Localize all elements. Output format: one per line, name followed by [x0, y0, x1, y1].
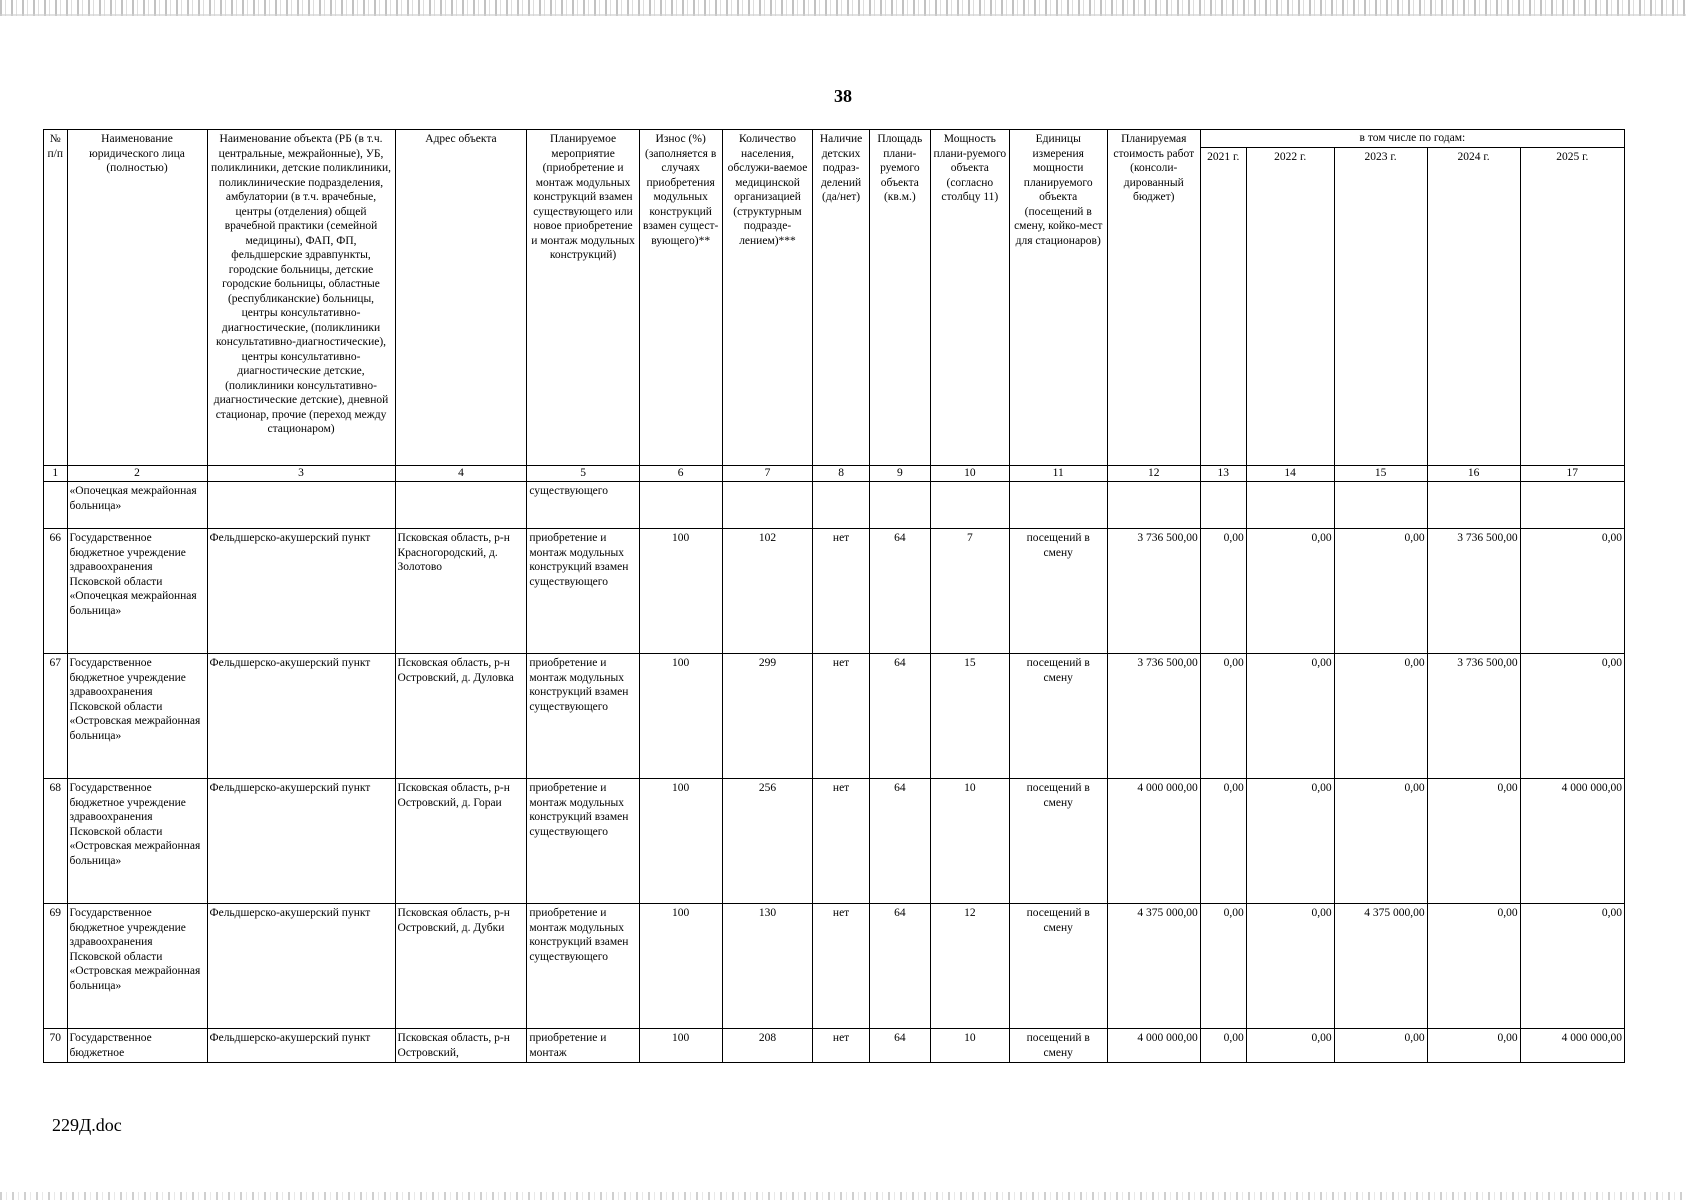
- cell-2024: 0,00: [1427, 779, 1520, 904]
- cell-2024: 3 736 500,00: [1427, 529, 1520, 654]
- header-years-group: в том числе по годам:: [1200, 130, 1624, 148]
- column-number: 7: [722, 466, 813, 482]
- cell-activity: приобретение и монтаж: [527, 1029, 639, 1063]
- column-number: 16: [1427, 466, 1520, 482]
- cell-empty: [1520, 482, 1624, 529]
- cell-wear: 100: [639, 1029, 722, 1063]
- cell-2024: 0,00: [1427, 904, 1520, 1029]
- table-row: [44, 654, 1625, 779]
- cell-cost: 4 000 000,00: [1107, 779, 1200, 904]
- cell-activity: приобретение и монтаж модульных конструкций взамен существующего: [527, 654, 639, 779]
- cell-empty: [869, 482, 930, 529]
- cell-empty: [813, 482, 869, 529]
- cell-children: нет: [813, 904, 869, 1029]
- header-cost: Планируемая стоимость работ (консоли-дированный бюджет): [1107, 130, 1200, 466]
- cell-2022: 0,00: [1246, 779, 1334, 904]
- cell-area: 64: [869, 779, 930, 904]
- table-row: [44, 529, 1625, 654]
- header-capacity: Мощность плани-руемого объекта (согласно столбцу 11): [930, 130, 1009, 466]
- cell-area: 64: [869, 904, 930, 1029]
- header-unit: Единицы измерения мощности планируемого объекта (посещений в смену, койко-мест для стационаров): [1009, 130, 1107, 466]
- column-number: 4: [395, 466, 527, 482]
- cell-2025: 4 000 000,00: [1520, 779, 1624, 904]
- cell-2024: 3 736 500,00: [1427, 654, 1520, 779]
- column-numbers-row: [44, 466, 1625, 482]
- cell-2023: 4 375 000,00: [1334, 904, 1427, 1029]
- cell-capacity: 7: [930, 529, 1009, 654]
- cell-empty: [1427, 482, 1520, 529]
- cell-wear: 100: [639, 529, 722, 654]
- column-number: 9: [869, 466, 930, 482]
- page-number: 38: [834, 86, 852, 106]
- cell-address: Псковская область, р-н Островский, д. Дубки: [395, 904, 527, 1029]
- cell-activity: приобретение и монтаж модульных конструкций взамен существующего: [527, 904, 639, 1029]
- cell-2021: 0,00: [1200, 1029, 1246, 1063]
- cell-org: Государственное бюджетное учреждение здравоохранения Псковской области «Островская межрайонная больница»: [67, 779, 207, 904]
- cell-num: 70: [44, 1029, 68, 1063]
- cell-activity: приобретение и монтаж модульных конструкций взамен существующего: [527, 529, 639, 654]
- cell-area: 64: [869, 1029, 930, 1063]
- column-number: 12: [1107, 466, 1200, 482]
- column-number: 2: [67, 466, 207, 482]
- column-number: 13: [1200, 466, 1246, 482]
- header-org: Наименование юридического лица (полностью): [67, 130, 207, 466]
- header-year-2021: 2021 г.: [1200, 148, 1246, 466]
- cell-2022: 0,00: [1246, 1029, 1334, 1063]
- cell-area: 64: [869, 654, 930, 779]
- cell-2025: 0,00: [1520, 654, 1624, 779]
- cell-2022: 0,00: [1246, 529, 1334, 654]
- cell-address: Псковская область, р-н Островский, д. Дуловка: [395, 654, 527, 779]
- scan-noise-bottom: [0, 1192, 1686, 1200]
- header-year-2024: 2024 г.: [1427, 148, 1520, 466]
- cell-empty: [930, 482, 1009, 529]
- cell-address: Псковская область, р-н Островский,: [395, 1029, 527, 1063]
- cell-children: нет: [813, 779, 869, 904]
- header-object: Наименование объекта (РБ (в т.ч. центральные, межрайонные), УБ, поликлиники, детские поликлиники, поликлинические подразделения, амбулатории (в т.ч. врачебные, центры (отделения) общей врачебной практики (семейной медицины), ФАП, ФП, фельдшерские здравпункты, городские больницы, детские городские больницы, областные (республиканские) больницы, центры консультативно-диагностические, (поликлиники консультативно-диагностические), центры консультативно-диагностические детские, (поликлиники консультативно-диагностические детские), дневной стационар, прочие (переход между стационаром): [207, 130, 395, 466]
- cell-wear: 100: [639, 654, 722, 779]
- cell-cost: 3 736 500,00: [1107, 654, 1200, 779]
- cell-object: Фельдшерско-акушерский пункт: [207, 904, 395, 1029]
- header-population: Количество населения, обслужи-ваемое медицинской организацией (структурным подразде-лением)***: [722, 130, 813, 466]
- table-row: [44, 904, 1625, 1029]
- table-row: [44, 1029, 1625, 1063]
- investment-table: [43, 129, 1625, 1063]
- cell-population: 256: [722, 779, 813, 904]
- document-filename: 229Д.doc: [52, 1115, 122, 1135]
- column-number: 3: [207, 466, 395, 482]
- cell-empty: [395, 482, 527, 529]
- header-year-2023: 2023 г.: [1334, 148, 1427, 466]
- cell-cost: 4 000 000,00: [1107, 1029, 1200, 1063]
- column-number: 10: [930, 466, 1009, 482]
- column-number: 6: [639, 466, 722, 482]
- cell-wear: 100: [639, 904, 722, 1029]
- cell-org: Государственное бюджетное: [67, 1029, 207, 1063]
- header-year-2022: 2022 г.: [1246, 148, 1334, 466]
- column-number: 8: [813, 466, 869, 482]
- cell-num: 69: [44, 904, 68, 1029]
- cell-wear: 100: [639, 779, 722, 904]
- cell-population: 130: [722, 904, 813, 1029]
- cell-cost: 3 736 500,00: [1107, 529, 1200, 654]
- continuation-row: [44, 482, 1625, 529]
- cell-empty: [1009, 482, 1107, 529]
- cell-org: Государственное бюджетное учреждение здравоохранения Псковской области «Островская межрайонная больница»: [67, 904, 207, 1029]
- cell-unit: посещений в смену: [1009, 779, 1107, 904]
- cell-org: Государственное бюджетное учреждение здравоохранения Псковской области «Опочецкая межрайонная больница»: [67, 529, 207, 654]
- cell-2021: 0,00: [1200, 529, 1246, 654]
- cell-area: 64: [869, 529, 930, 654]
- cell-2021: 0,00: [1200, 654, 1246, 779]
- cell-empty: [1246, 482, 1334, 529]
- header-num: № п/п: [44, 130, 68, 466]
- cell-empty: [1334, 482, 1427, 529]
- cell-2025: 4 000 000,00: [1520, 1029, 1624, 1063]
- column-number: 17: [1520, 466, 1624, 482]
- cell-unit: посещений в смену: [1009, 1029, 1107, 1063]
- cell-capacity: 12: [930, 904, 1009, 1029]
- cell-2023: 0,00: [1334, 529, 1427, 654]
- cell-num: 68: [44, 779, 68, 904]
- cell-cost: 4 375 000,00: [1107, 904, 1200, 1029]
- header-activity: Планируемое мероприятие (приобретение и монтаж модульных конструкций взамен существующего или новое приобретение и монтаж модульных конструкций): [527, 130, 639, 466]
- cell-2021: 0,00: [1200, 904, 1246, 1029]
- cell-2025: 0,00: [1520, 529, 1624, 654]
- header-area: Площадь плани-руемого объекта (кв.м.): [869, 130, 930, 466]
- cell-2023: 0,00: [1334, 1029, 1427, 1063]
- cell-capacity: 10: [930, 1029, 1009, 1063]
- cell-object: Фельдшерско-акушерский пункт: [207, 779, 395, 904]
- cell-children: нет: [813, 529, 869, 654]
- cell-num: 66: [44, 529, 68, 654]
- cell-empty: [207, 482, 395, 529]
- cell-children: нет: [813, 654, 869, 779]
- cell-org: Государственное бюджетное учреждение здравоохранения Псковской области «Островская межрайонная больница»: [67, 654, 207, 779]
- cell-2022: 0,00: [1246, 904, 1334, 1029]
- column-number: 15: [1334, 466, 1427, 482]
- column-number: 5: [527, 466, 639, 482]
- header-address: Адрес объекта: [395, 130, 527, 466]
- cell-unit: посещений в смену: [1009, 904, 1107, 1029]
- cell-capacity: 10: [930, 779, 1009, 904]
- cell-2023: 0,00: [1334, 654, 1427, 779]
- cell-population: 299: [722, 654, 813, 779]
- cell-object: Фельдшерско-акушерский пункт: [207, 529, 395, 654]
- column-number: 14: [1246, 466, 1334, 482]
- cell-num: 67: [44, 654, 68, 779]
- column-number: 1: [44, 466, 68, 482]
- cell-object: Фельдшерско-акушерский пункт: [207, 1029, 395, 1063]
- cell-2024: 0,00: [1427, 1029, 1520, 1063]
- cell-2021: 0,00: [1200, 779, 1246, 904]
- cell-empty: [1107, 482, 1200, 529]
- cell-2022: 0,00: [1246, 654, 1334, 779]
- cell-population: 102: [722, 529, 813, 654]
- cell-empty: [722, 482, 813, 529]
- cell-empty: [44, 482, 68, 529]
- cell-empty: [1200, 482, 1246, 529]
- table-row: [44, 779, 1625, 904]
- cell-unit: посещений в смену: [1009, 529, 1107, 654]
- cell-children: нет: [813, 1029, 869, 1063]
- cell-object: Фельдшерско-акушерский пункт: [207, 654, 395, 779]
- scan-noise-top-line: [0, 14, 1686, 16]
- cell-address: Псковская область, р-н Островский, д. Гораи: [395, 779, 527, 904]
- cell-population: 208: [722, 1029, 813, 1063]
- header-row: [44, 130, 1625, 148]
- cell-empty: [639, 482, 722, 529]
- header-wear: Износ (%) (заполняется в случаях приобретения модульных конструкций взамен сущест-вующего)**: [639, 130, 722, 466]
- cell-address: Псковская область, р-н Красногородский, д. Золотово: [395, 529, 527, 654]
- cell-unit: посещений в смену: [1009, 654, 1107, 779]
- cell-capacity: 15: [930, 654, 1009, 779]
- cell-2023: 0,00: [1334, 779, 1427, 904]
- cell-2025: 0,00: [1520, 904, 1624, 1029]
- header-children: Наличие детских подраз-делений (да/нет): [813, 130, 869, 466]
- column-number: 11: [1009, 466, 1107, 482]
- cell-activity: существующего: [527, 482, 639, 529]
- cell-org: «Опочецкая межрайонная больница»: [67, 482, 207, 529]
- cell-activity: приобретение и монтаж модульных конструкций взамен существующего: [527, 779, 639, 904]
- header-year-2025: 2025 г.: [1520, 148, 1624, 466]
